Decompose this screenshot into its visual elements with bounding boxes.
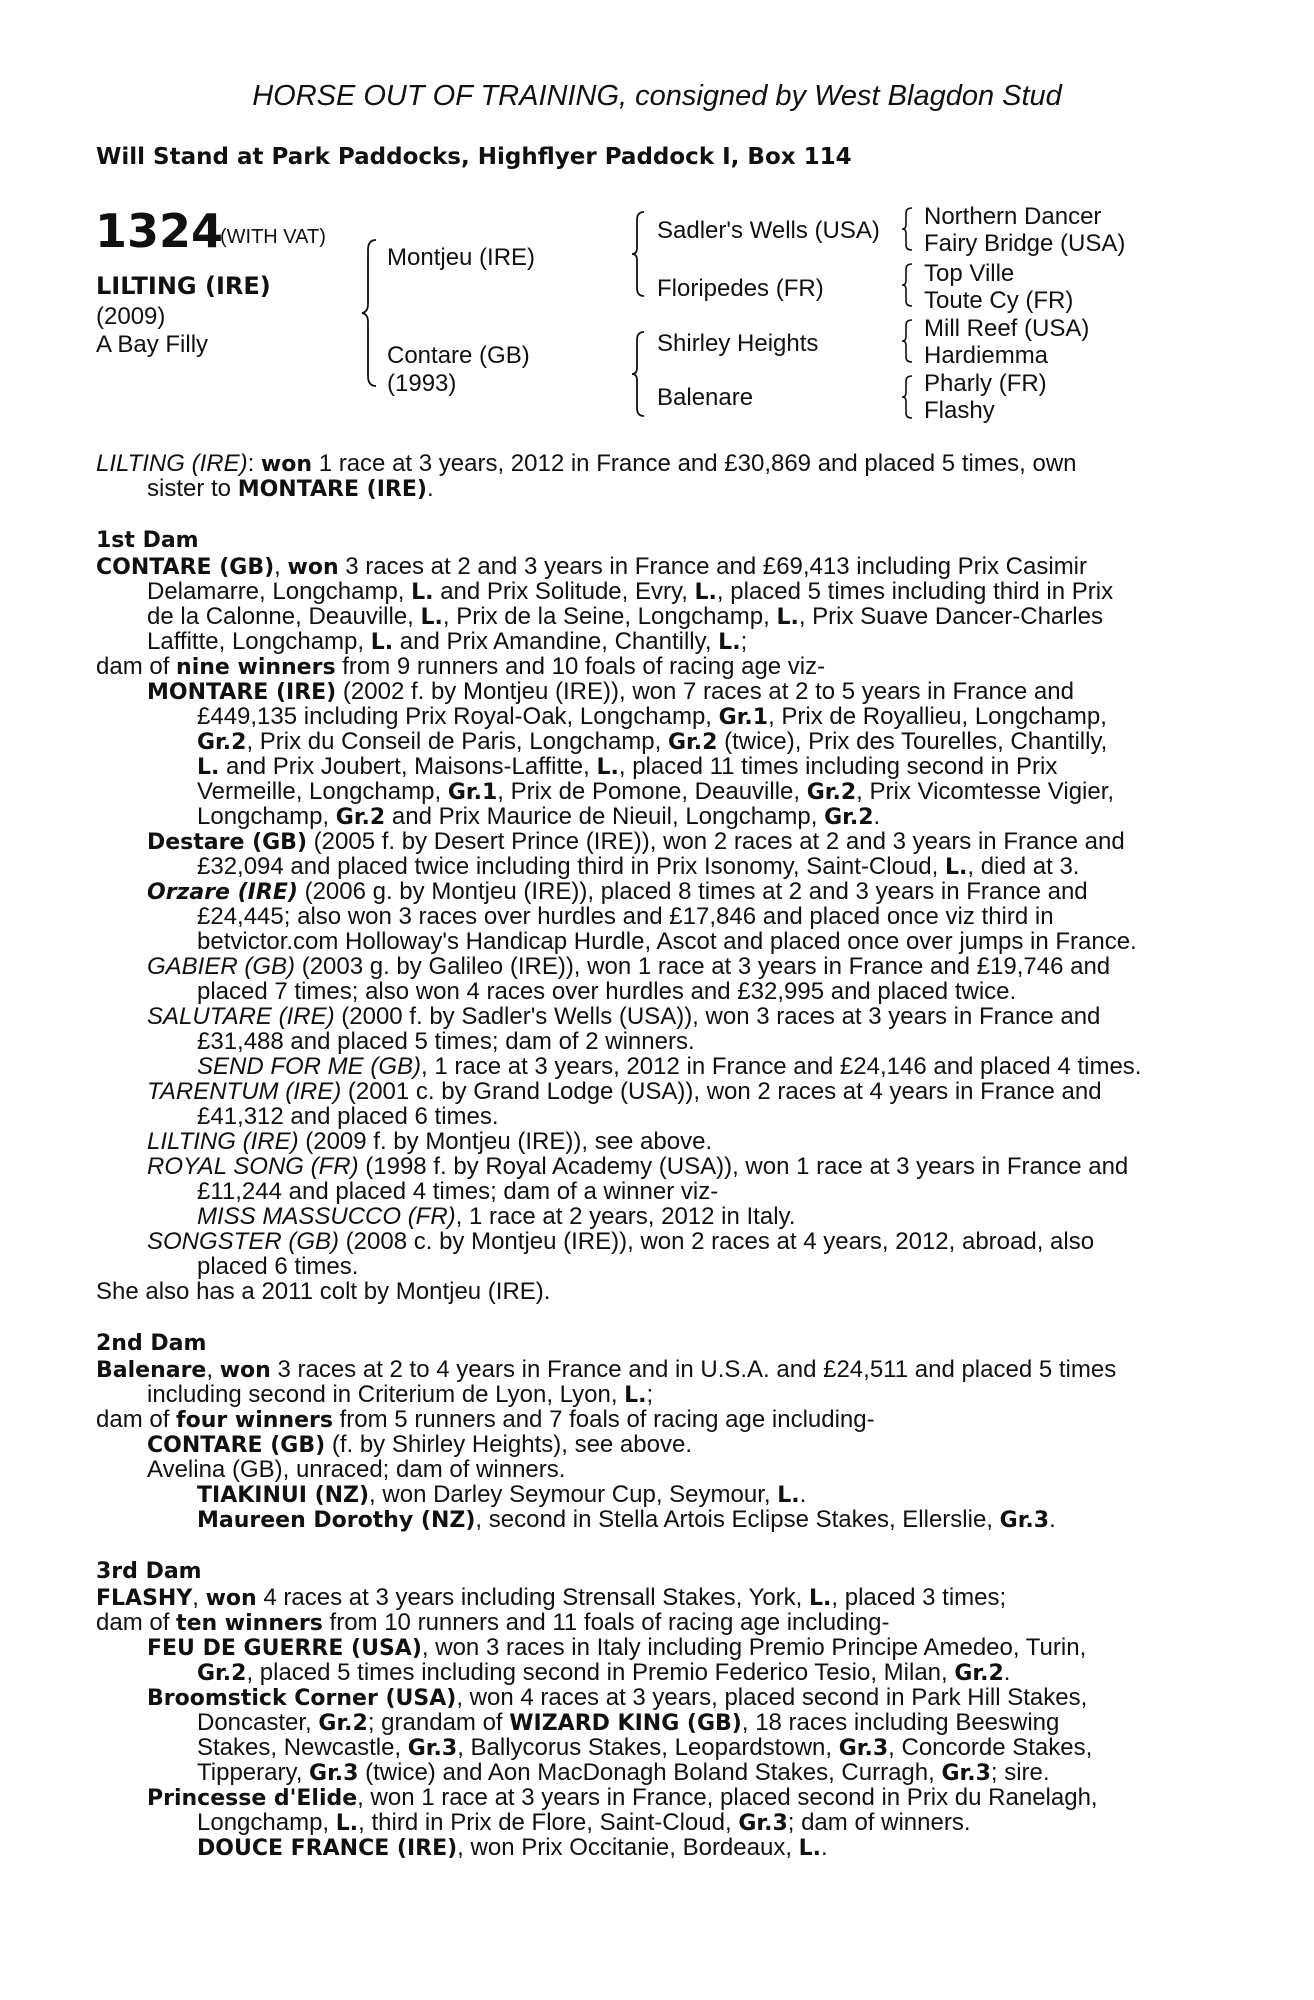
progeny-gabier: GABIER (GB) [147,953,296,980]
dam3-text: 4 races at 3 years including Strensall Stakes, York, [256,1584,810,1611]
pedigree-brace-dd [900,374,914,420]
progeny-line [197,853,1079,881]
pedigree-brace-main [360,238,380,388]
progeny-line: £24,445; also won 3 races over hurdles and £17,846 and placed once viz third in [197,903,1054,930]
progeny-line [197,1481,806,1509]
progeny-text: , 18 races including Beeswing [741,1709,1060,1736]
progeny-line [197,1834,828,1862]
progeny-text: (1998 f. by Royal Academy (USA)), won 1 race at 3 years in France and [358,1153,1129,1180]
pedigree-brace-sd [900,262,914,308]
pedigree-brace-ss [900,206,914,252]
progeny-wizard-king: WIZARD KING (GB) [509,1711,742,1736]
progeny-line [147,828,1125,856]
progeny-text: (2002 f. by Montjeu (IRE)), won 7 races at 2 to 5 years in France and [336,678,1074,705]
intro-line-1: LILTING (IRE): won 1 race at 3 years, 2012 in France and £30,869 and placed 5 times, own [96,450,1077,477]
intro-sister: MONTARE (IRE) [237,477,427,502]
progeny-maureen-dorothy: Maureen Dorothy (NZ) [197,1508,476,1533]
dam2-won: won [219,1358,271,1383]
progeny-text: Doncaster, [197,1709,319,1736]
listed-mark: L. [944,855,968,880]
dam3-name: FLASHY [96,1586,193,1611]
dam3-damof [96,1609,889,1637]
progeny-line [197,1203,795,1231]
group-mark: Gr.2 [197,730,247,755]
progeny-avelina: Avelina (GB), unraced; dam of winners. [147,1456,566,1483]
progeny-line [197,778,1114,806]
horse-description: A Bay Filly [96,331,209,358]
progeny-text: , Prix de Royallieu, Longchamp, [768,703,1107,730]
pedigree-brace-dam [630,330,648,418]
progeny-broomstick-corner: Broomstick Corner (USA) [147,1686,457,1711]
progeny-line [197,803,880,831]
progeny-text: £32,094 and placed twice including third in Prix Isonomy, Saint-Cloud, [197,853,945,880]
lot-number: 1324 [95,204,224,258]
progeny-line [147,1431,692,1459]
progeny-line [197,728,1107,756]
dam2-winners: four winners [176,1408,333,1433]
group-mark: Gr.2 [824,805,874,830]
progeny-line [147,1784,1098,1812]
pedigree-dd: Balenare [657,384,754,411]
listed-mark: L. [798,1836,822,1861]
progeny-text: , Prix de Pomone, Deauville, [497,778,807,805]
progeny-princesse-delide: Princesse d'Elide [147,1786,358,1811]
dam1-also-note: She also has a 2011 colt by Montjeu (IRE). [96,1278,551,1305]
pedigree-ddd: Flashy [924,397,995,424]
pedigree-dsd: Hardiemma [924,342,1049,369]
progeny-line: placed 7 times; also won 4 races over hurdles and £32,995 and placed twice. [197,978,1017,1005]
progeny-line [197,1734,1092,1762]
dam1-text: and Prix Solitude, Evry, [433,578,695,605]
progeny-line [147,1228,1094,1256]
progeny-send-for-me: SEND FOR ME (GB) [197,1053,422,1080]
group-mark: Gr.3 [309,1761,359,1786]
intro-text: sister to [147,475,238,502]
dam2-name: Balenare [96,1358,207,1383]
progeny-text: ; dam of winners. [787,1809,971,1836]
listed-mark: L. [596,755,619,780]
progeny-douce-france: DOUCE FRANCE (IRE) [197,1836,458,1861]
progeny-tiakinui: TIAKINUI (NZ) [197,1483,370,1508]
group-mark: Gr.2 [197,1661,247,1686]
progeny-salutare: SALUTARE (IRE) [147,1003,335,1030]
dam2-text: including second in Criterium de Lyon, Lyon, [147,1381,625,1408]
pedigree-dam: Contare (GB) [387,342,530,369]
dam1-name: CONTARE (GB) [96,555,275,580]
dam1-text: de la Calonne, Deauville, [147,603,421,630]
section-2nd-dam: 2nd Dam [96,1331,207,1356]
progeny-line [197,703,1107,731]
progeny-text: Stakes, Newcastle, [197,1734,408,1761]
pedigree-sd: Floripedes (FR) [657,275,824,302]
progeny-text: Longchamp, [197,803,336,830]
progeny-text: (2009 f. by Montjeu (IRE)), see above. [298,1128,713,1155]
dam1-text: , Prix de la Seine, Longchamp, [442,603,777,630]
progeny-line [147,953,1110,981]
dam1-won: won [287,555,339,580]
progeny-lilting: LILTING (IRE) [147,1128,299,1155]
progeny-line [147,678,1074,706]
group-mark: Gr.3 [838,1736,889,1761]
progeny-text: , Prix Vicomtesse Vigier, [856,778,1115,805]
dam2-text: 3 races at 2 to 4 years in France and in U.S.A. and £24,511 and placed 5 times [270,1356,1117,1383]
progeny-line [197,1759,1050,1787]
progeny-line [197,1506,1056,1534]
group-mark: Gr.2 [667,730,718,755]
group-mark: Gr.3 [407,1736,458,1761]
dam1-text: from 9 runners and 10 foals of racing age viz- [335,653,826,680]
progeny-text: . [799,1481,807,1508]
dam1-text: and Prix Amandine, Chantilly, [393,628,719,655]
progeny-text: , Prix du Conseil de Paris, Longchamp, [246,728,668,755]
intro-horse-name: LILTING (IRE) [96,450,248,477]
listed-mark: L. [420,605,443,630]
progeny-line: £31,488 and placed 5 times; dam of 2 winners. [197,1028,695,1055]
listed-mark: L. [776,605,799,630]
progeny-text: (2008 c. by Montjeu (IRE)), won 2 races at 4 years, 2012, abroad, also [339,1228,1095,1255]
progeny-destare: Destare (GB) [147,830,308,855]
progeny-line [147,1003,1100,1031]
dam1-line: CONTARE (GB), won 3 races at 2 and 3 years in France and £69,413 including Prix Casimir [96,553,1088,580]
progeny-text: (2003 g. by Galileo (IRE)), won 1 race at 3 years in France and £19,746 and [295,953,1111,980]
dam1-text: Laffitte, Longchamp, [147,628,371,655]
progeny-text: , won 1 race at 3 years in France, placed second in Prix du Ranelagh, [357,1784,1098,1811]
dam3-text: dam of [96,1609,177,1636]
progeny-orzare: Orzare (IRE) [147,880,298,905]
progeny-montare: MONTARE (IRE) [147,680,337,705]
group-mark: Gr.3 [999,1508,1050,1533]
progeny-text: , died at 3. [967,853,1080,880]
progeny-text: . [873,803,881,830]
progeny-text: , third in Prix de Flore, Saint-Cloud, [358,1809,739,1836]
group-mark: Gr.1 [447,780,498,805]
group-mark: Gr.3 [738,1811,788,1836]
intro-line-2 [147,475,434,503]
group-mark: Gr.2 [335,805,386,830]
progeny-text: (f. by Shirley Heights), see above. [325,1431,692,1458]
pedigree-brace-sire [630,210,648,298]
group-mark: Gr.1 [718,705,769,730]
dam1-line [147,603,1103,631]
intro-text: . [426,475,434,502]
progeny-line [147,1684,1087,1712]
progeny-text: , placed 11 times including second in Prix [618,753,1058,780]
pedigree-sss: Northern Dancer [924,203,1102,230]
dam1-winners: nine winners [176,655,336,680]
pedigree-ds: Shirley Heights [657,330,819,357]
pedigree-dss: Mill Reef (USA) [924,315,1090,342]
listed-mark: L. [777,1483,800,1508]
intro-text: 1 race at 3 years, 2012 in France and £30,869 and placed 5 times, own [312,450,1077,477]
listed-mark: L. [718,630,741,655]
listed-mark: L. [335,1811,359,1836]
progeny-line: betvictor.com Holloway's Handicap Hurdle, Ascot and placed once over jumps in France. [197,928,1137,955]
dam1-text: , Prix Suave Dancer-Charles [798,603,1103,630]
progeny-contare: CONTARE (GB) [147,1433,326,1458]
listed-mark: L. [411,580,434,605]
listed-mark: L. [694,580,717,605]
progeny-text: , 1 race at 3 years, 2012 in France and £24,146 and placed 4 times. [421,1053,1142,1080]
dam2-damof [96,1406,875,1434]
progeny-text: (twice) and Aon MacDonagh Boland Stakes, Curragh, [358,1759,942,1786]
page-header: HORSE OUT OF TRAINING, consigned by West Blagdon Stud [252,80,1062,112]
progeny-line [197,1053,1141,1081]
pedigree-ssd: Fairy Bridge (USA) [924,230,1126,257]
progeny-line: £41,312 and placed 6 times. [197,1103,499,1130]
dam3-winners: ten winners [176,1611,323,1636]
progeny-text: and Prix Joubert, Maisons-Laffitte, [219,753,597,780]
group-mark: Gr.2 [954,1661,1004,1686]
progeny-line [147,878,1088,906]
dam1-text: ; [740,628,748,655]
progeny-text: , won Prix Occitanie, Bordeaux, [457,1834,799,1861]
progeny-text: ; grandam of [367,1709,510,1736]
progeny-text: , placed 5 times including second in Premio Federico Tesio, Milan, [246,1659,955,1686]
progeny-text: Longchamp, [197,1809,336,1836]
progeny-text: , won 3 races in Italy including Premio Principe Amedeo, Turin, [421,1634,1087,1661]
dam2-line: Balenare, won 3 races at 2 to 4 years in France and in U.S.A. and £24,511 and placed 5 times [96,1356,1117,1383]
progeny-line [197,1809,971,1837]
dam3-line: FLASHY, won 4 races at 3 years including Strensall Stakes, York, L., placed 3 times; [96,1584,1007,1611]
progeny-text: and Prix Maurice de Nieuil, Longchamp, [385,803,825,830]
dam1-damof [96,653,825,681]
section-1st-dam: 1st Dam [96,528,199,553]
pedigree-sds: Top Ville [924,260,1015,287]
dam1-line [147,628,747,656]
progeny-text: (2001 c. by Grand Lodge (USA)), won 2 races at 4 years in France and [341,1078,1102,1105]
listed-mark: L. [624,1383,647,1408]
section-3rd-dam: 3rd Dam [96,1559,202,1584]
progeny-line [147,1634,1086,1662]
progeny-text: (2005 f. by Desert Prince (IRE)), won 2 races at 2 and 3 years in France and [307,828,1125,855]
progeny-text: , Ballycorus Stakes, Leopardstown, [457,1734,839,1761]
dam3-won: won [205,1586,257,1611]
progeny-text: , 1 race at 2 years, 2012 in Italy. [455,1203,796,1230]
dam3-text: from 10 runners and 11 foals of racing age including- [322,1609,890,1636]
listed-mark: L. [197,755,220,780]
pedigree-dds: Pharly (FR) [924,370,1047,397]
progeny-text: Vermeille, Longchamp, [197,778,448,805]
stand-location: Will Stand at Park Paddocks, Highflyer Paddock I, Box 114 [96,144,852,170]
progeny-text: Tipperary, [197,1759,310,1786]
progeny-line [147,1078,1102,1106]
progeny-text: , won Darley Seymour Cup, Seymour, [369,1481,778,1508]
progeny-line: placed 6 times. [197,1253,359,1280]
vat-note: (WITH VAT) [220,226,326,248]
group-mark: Gr.2 [318,1711,368,1736]
pedigree-dam-year: (1993) [387,370,457,397]
progeny-text: , second in Stella Artois Eclipse Stakes, Ellerslie, [475,1506,1000,1533]
progeny-miss-massucco: MISS MASSUCCO (FR) [197,1203,456,1230]
pedigree-brace-ds [900,318,914,364]
progeny-royal-song: ROYAL SONG (FR) [147,1153,359,1180]
intro-won: won [260,452,313,477]
progeny-text: . [1003,1659,1011,1686]
pedigree-sdd: Toute Cy (FR) [924,287,1074,314]
dam2-text: from 5 runners and 7 foals of racing age including- [332,1406,875,1433]
progeny-tarentum: TARENTUM (IRE) [147,1078,342,1105]
dam2-text: ; [646,1381,654,1408]
foaling-year: (2009) [96,303,166,330]
listed-mark: L. [809,1586,832,1611]
group-mark: Gr.2 [806,780,857,805]
group-mark: Gr.3 [941,1761,991,1786]
progeny-text: £449,135 including Prix Royal-Oak, Longchamp, [197,703,719,730]
progeny-songster: SONGSTER (GB) [147,1228,340,1255]
listed-mark: L. [370,630,394,655]
progeny-text: ; sire. [990,1759,1050,1786]
progeny-line [147,1128,712,1156]
dam3-text: , placed 3 times; [831,1584,1007,1611]
progeny-line [197,1659,1010,1687]
pedigree-sire: Montjeu (IRE) [387,244,536,271]
progeny-line [197,753,1057,781]
dam2-line [147,1381,653,1409]
progeny-text: . [821,1834,828,1861]
progeny-text: (twice), Prix des Tourelles, Chantilly, [717,728,1108,755]
progeny-text: (2000 f. by Sadler's Wells (USA)), won 3 races at 3 years in France and [334,1003,1101,1030]
progeny-text: , won 4 races at 3 years, placed second in Park Hill Stakes, [456,1684,1088,1711]
dam2-text: dam of [96,1406,177,1433]
pedigree-ss: Sadler's Wells (USA) [657,217,880,244]
horse-name: LILTING (IRE) [96,272,271,300]
progeny-text: . [1049,1506,1056,1533]
dam1-text: dam of [96,653,177,680]
dam1-text: Delamarre, Longchamp, [147,578,412,605]
dam1-text: , placed 5 times including third in Prix [716,578,1114,605]
progeny-line: £11,244 and placed 4 times; dam of a winner viz- [197,1178,719,1205]
progeny-text: (2006 g. by Montjeu (IRE)), placed 8 times at 2 and 3 years in France and [297,878,1088,905]
dam1-line [147,578,1113,606]
progeny-feu-de-guerre: FEU DE GUERRE (USA) [147,1636,422,1661]
progeny-line [147,1153,1128,1181]
progeny-text: , Concorde Stakes, [888,1734,1093,1761]
progeny-line [197,1709,1059,1737]
dam1-text: 3 races at 2 and 3 years in France and £69,413 including Prix Casimir [338,553,1088,580]
